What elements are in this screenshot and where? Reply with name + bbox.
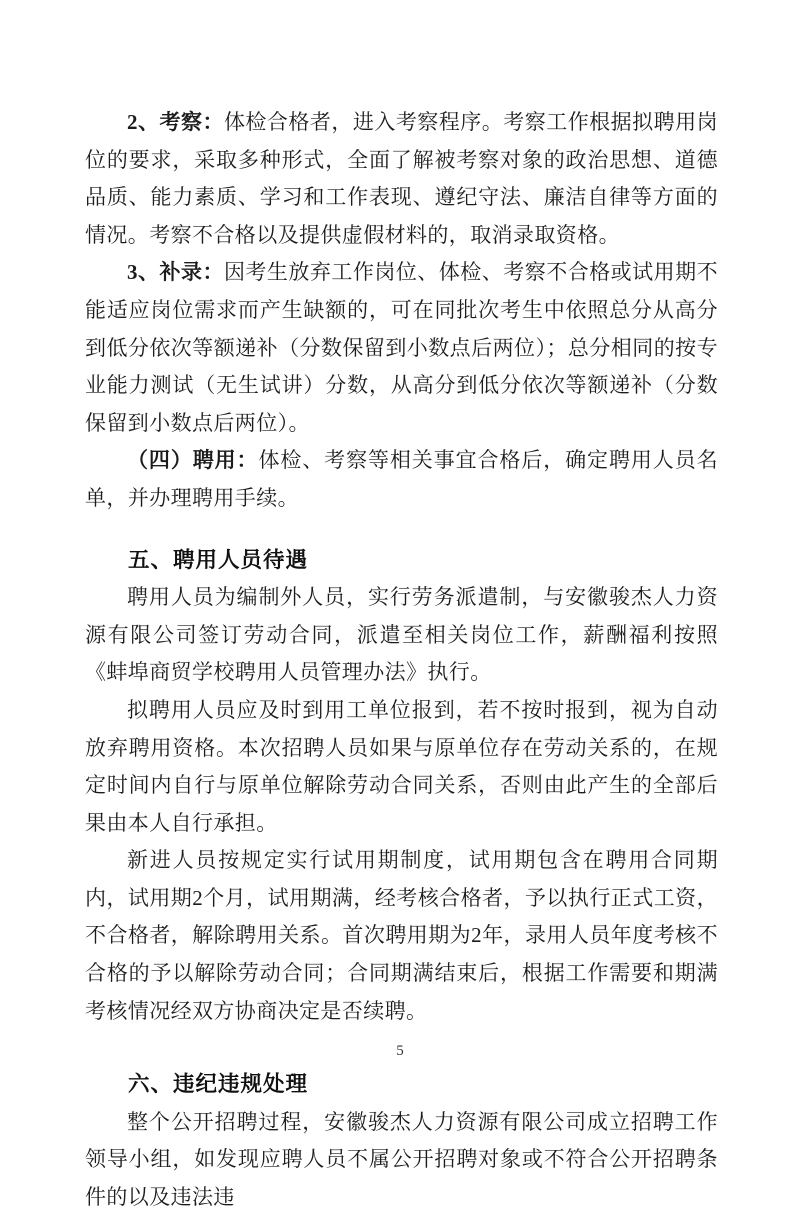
page-number: 5 [396,1043,404,1059]
para-hiring-text: 体检、考察等相关事宜合格后，确定聘用人员名单，并办理聘用手续。 [85,448,718,510]
para-treatment-report-text: 拟聘用人员应及时到用工单位报到，若不按时报到，视为自动放弃聘用资格。本次招聘人员如果与原单位存在劳动关系的，在规定时间内自行与原单位解除劳动合同关系，否则由此产生的全部后果由本人自行承担。 [85,697,718,835]
para-treatment-dispatch-text: 聘用人员为编制外人员，实行劳务派遣制，与安徽骏杰人力资源有限公司签订劳动合同，派遣至相关岗位工作，薪酬福利按照《蚌埠商贸学校聘用人员管理办法》执行。 [85,585,718,685]
para-violations-intro-text: 整个公开招聘过程，安徽骏杰人力资源有限公司成立招聘工作领导小组，如发现应聘人员不属公开招聘对象或不符合公开招聘条件的以及违法违 [85,1109,718,1210]
para-supplementary-recruitment-lead: 3、补录： [127,260,224,285]
para-treatment-dispatch [85,579,718,692]
para-treatment-report [85,692,718,842]
heading-section-six-violations: 六、违纪违规处理 [128,1072,309,1097]
heading-section-five-treatment: 五、聘用人员待遇 [128,547,309,572]
para-treatment-probation-text: 新进人员按规定实行试用期制度，试用期包含在聘用合同期内，试用期2个月，试用期满，经考核合格者，予以执行正式工资，不合格者，解除聘用关系。首次聘用期为2年，录用人员年度考核不合格的予以解除劳动合同；合同期满结束后，根据工作需要和期满考核情况经双方协商决定是否续聘。 [85,848,718,1023]
para-inspection-text: 体检合格者，进入考察程序。考察工作根据拟聘用岗位的要求，采取多种形式，全面了解被考察对象的政治思想、道德品质、能力素质、学习和工作表现、遵纪守法、廉洁自律等方面的情况。考察不合格以及提供虚假材料的，取消录取资格。 [85,110,719,247]
para-supplementary-recruitment-text: 因考生放弃工作岗位、体检、考察不合格或试用期不能适应岗位需求而产生缺额的，可在同批次考生中依照总分从高分到低分依次等额递补（分数保留到小数点后两位）；总分相同的按专业能力测试（无生试讲）分数，从高分到低分依次等额递补（分数保留到小数点后两位）。 [85,260,719,435]
para-inspection [85,104,718,254]
para-hiring-lead: （四）聘用： [127,448,259,473]
para-hiring [85,442,718,517]
para-violations-intro [85,1104,718,1217]
para-treatment-probation [85,842,718,1030]
para-inspection-lead: 2、考察： [127,110,224,134]
para-supplementary-recruitment [85,254,718,442]
page-footer [0,1042,800,1060]
